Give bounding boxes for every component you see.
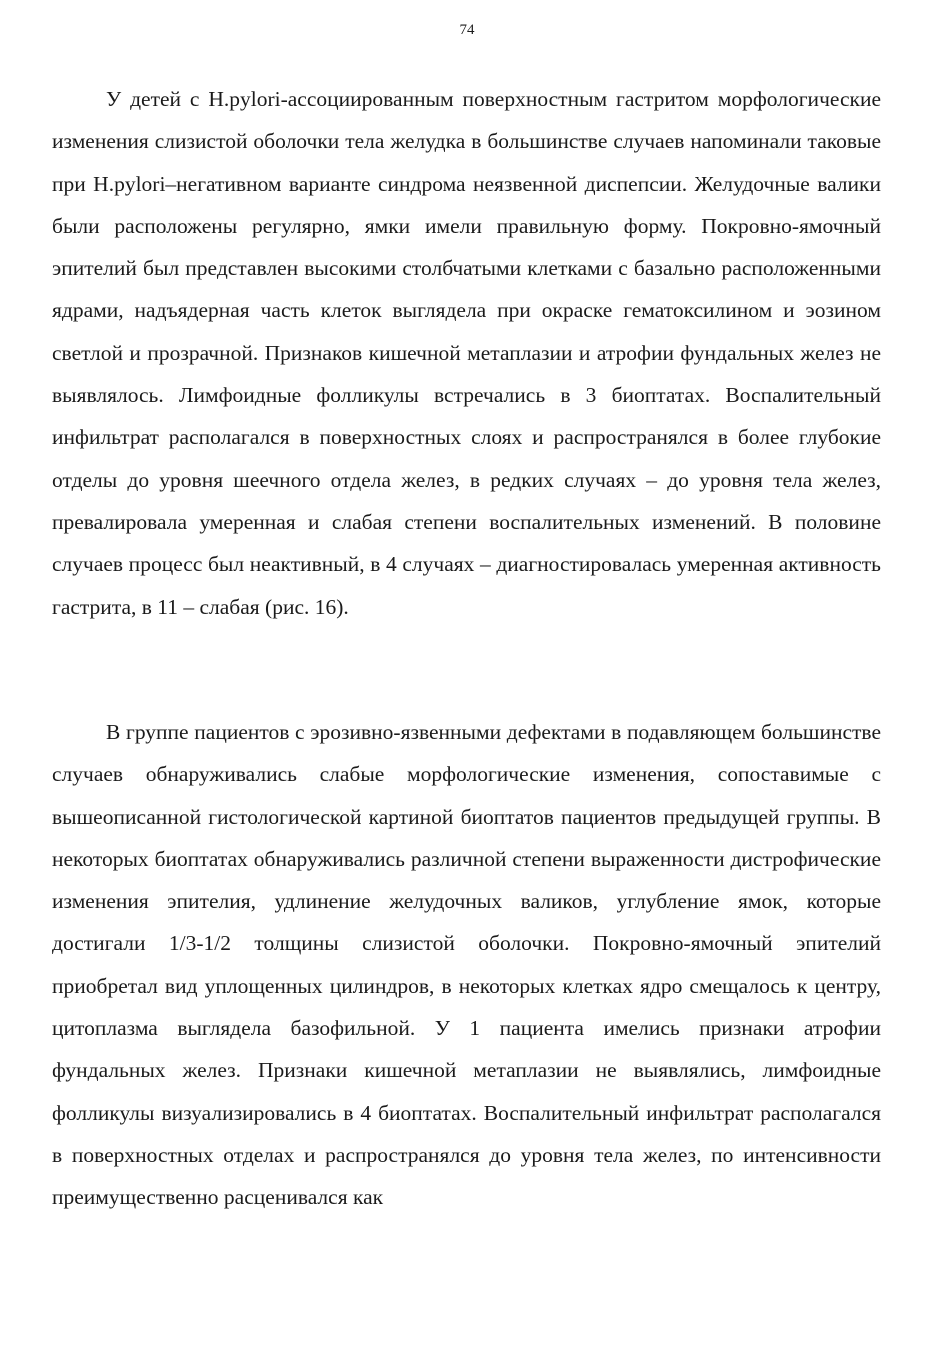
paragraph-2-text: В группе пациентов с эрозивно-язвенными дефектами в подавляющем большинстве случаев обнаруживались слабые морфологические изменения, сопоставимые с вышеописанной гистологической картиной биоптатов пациентов предыдущей группы. В некоторых биоптатах обнаруживались различной степени выраженности дистрофические изменения эпителия, удлинение желудочных валиков, углубление ямок, которые достигали 1/3-1/2 толщины слизистой оболочки. Покровно-ямочный эпителий приобретал вид уплощенных цилиндров, в некоторых клетках ядро смещалось к центру, цитоплазма выглядела базофильной. У 1 пациента имелись признаки атрофии фундальных желез. Признаки кишечной метаплазии не выявлялись, лимфоидные фолликулы визуализировались в 4 биоптатах. Воспалительный инфильтрат располагался в поверхностных отделах и распространялся до уровня тела желез, по интенсивности преимущественно расценивался как <box>52 720 881 1210</box>
page-number: 74 <box>459 22 475 38</box>
paragraph-1-text: У детей с H.pylori-ассоциированным поверхностным гастритом морфологические изменения слизистой оболочки тела желудка в большинстве случаев напоминали таковые при H.pylori–негативном варианте синдрома неязвенной диспепсии. Желудочные валики были расположены регулярно, ямки имели правильную форму. Покровно-ямочный эпителий был представлен высокими столбчатыми клетками с базально расположенными ядрами, надъядерная часть клеток выглядела при окраске гематоксилином и эозином светлой и прозрачной. Признаков кишечной метаплазии и атрофии фундальных желез не выявлялось. Лимфоидные фолликулы встречались в 3 биоптатах. Воспалительный инфильтрат располагался в поверхностных слоях и распространялся в более глубокие отделы до уровня шеечного отдела желез, в редких случаях – до уровня тела желез, превалировала умеренная и слабая степени воспалительных изменений. В половине случаев процесс был неактивный, в 4 случаях – диагностировалась умеренная активность гастрита, в 11 – слабая (рис. 16). <box>52 87 881 619</box>
paragraph-1 <box>52 78 881 628</box>
paragraph-2 <box>52 711 881 1219</box>
